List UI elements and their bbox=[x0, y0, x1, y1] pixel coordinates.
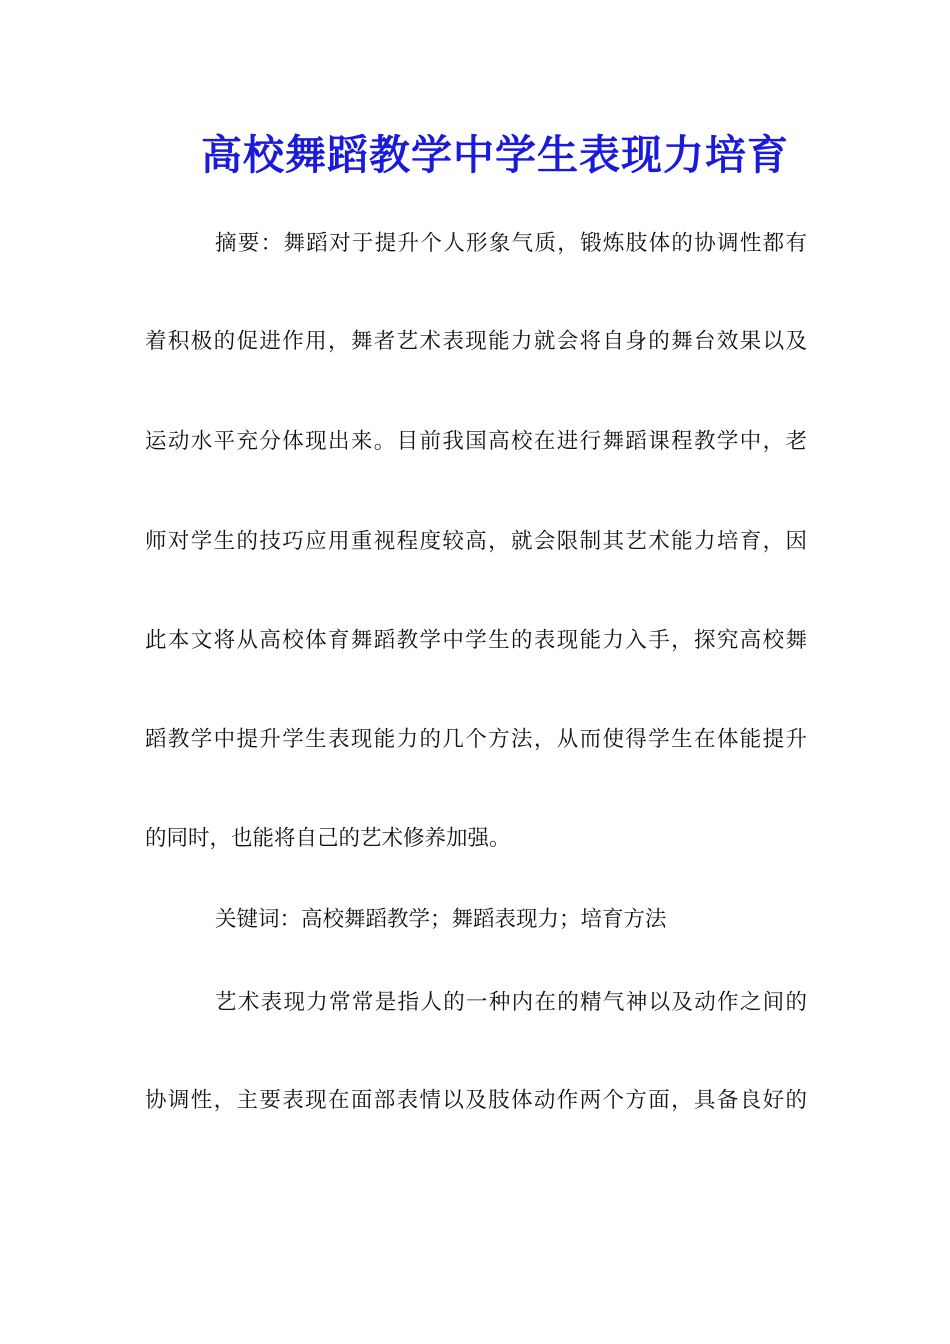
document-title: 高校舞蹈教学中学生表现力培育 bbox=[201, 131, 789, 179]
paragraph-line: 协调性，主要表现在面部表情以及肢体动作两个方面，具备良好的 bbox=[145, 1088, 807, 1113]
abstract-line: 此本文将从高校体育舞蹈教学中学生的表现能力入手，探究高校舞 bbox=[145, 628, 807, 653]
abstract-line: 摘要：舞蹈对于提升个人形象气质，锻炼肢体的协调性都有 bbox=[215, 231, 807, 256]
abstract-line: 运动水平充分体现出来。目前我国高校在进行舞蹈课程教学中，老 bbox=[145, 429, 807, 454]
abstract-line: 着积极的促进作用，舞者艺术表现能力就会将自身的舞台效果以及 bbox=[145, 329, 807, 354]
abstract-line: 师对学生的技巧应用重视程度较高，就会限制其艺术能力培育，因 bbox=[145, 529, 807, 554]
abstract-line: 的同时，也能将自己的艺术修养加强。 bbox=[145, 826, 511, 851]
paragraph-line: 艺术表现力常常是指人的一种内在的精气神以及动作之间的 bbox=[215, 990, 807, 1015]
keywords-line: 关键词：高校舞蹈教学；舞蹈表现力；培育方法 bbox=[215, 907, 667, 932]
abstract-line: 蹈教学中提升学生表现能力的几个方法，从而使得学生在体能提升 bbox=[145, 727, 807, 752]
